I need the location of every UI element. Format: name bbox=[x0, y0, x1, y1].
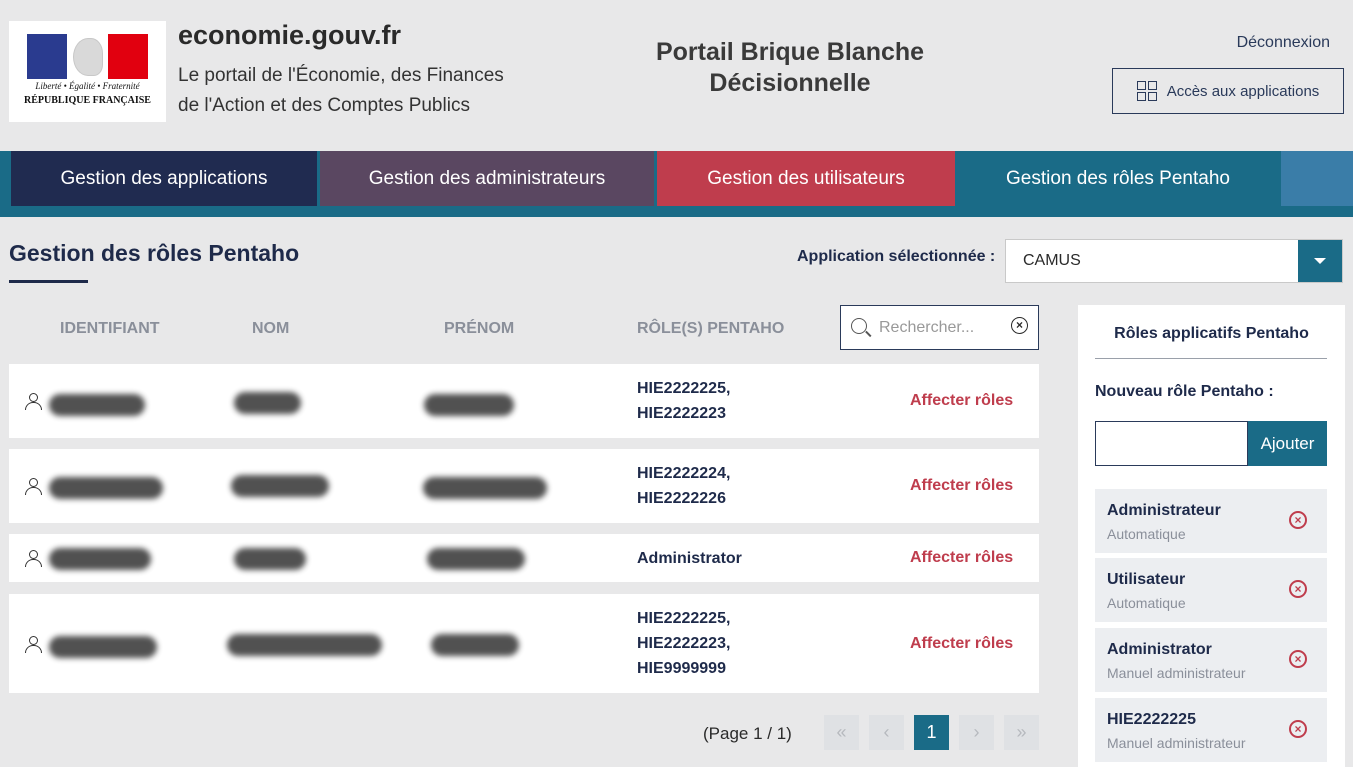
role-type: Automatique bbox=[1107, 526, 1186, 542]
role-line: HIE2222225, bbox=[637, 380, 731, 397]
redacted-nom bbox=[234, 548, 306, 570]
search-icon bbox=[851, 318, 867, 334]
role-line: HIE2222224, bbox=[637, 465, 731, 482]
delete-role-icon[interactable]: × bbox=[1289, 511, 1307, 529]
column-header-roles[interactable]: RÔLE(S) PENTAHO bbox=[637, 320, 785, 337]
delete-role-icon[interactable]: × bbox=[1289, 580, 1307, 598]
redacted-identifiant bbox=[49, 477, 163, 499]
tab-extra[interactable] bbox=[1281, 151, 1353, 206]
redacted-nom bbox=[227, 634, 382, 656]
pagination-info: (Page 1 / 1) bbox=[703, 724, 792, 743]
page-title: Gestion des rôles Pentaho bbox=[9, 240, 300, 266]
redacted-nom bbox=[234, 392, 301, 414]
pentaho-roles-panel bbox=[1078, 305, 1345, 767]
next-page-button[interactable]: › bbox=[959, 715, 994, 750]
redacted-identifiant bbox=[49, 394, 145, 416]
assign-roles-link[interactable]: Affecter rôles bbox=[910, 477, 1014, 494]
site-description-line: de l'Action et des Comptes Publics bbox=[178, 95, 470, 116]
redacted-nom bbox=[231, 475, 329, 497]
first-page-button[interactable]: « bbox=[824, 715, 859, 750]
tab-administrators[interactable]: Gestion des administrateurs bbox=[320, 151, 654, 206]
main-nav bbox=[0, 151, 1353, 217]
assign-roles-link[interactable]: Affecter rôles bbox=[910, 392, 1014, 409]
column-header-prenom[interactable]: PRÉNOM bbox=[444, 320, 515, 337]
marianne-flag-icon bbox=[27, 34, 148, 79]
tab-applications[interactable]: Gestion des applications bbox=[11, 151, 317, 206]
clear-search-icon[interactable]: × bbox=[1011, 317, 1028, 334]
divider bbox=[1095, 358, 1327, 359]
role-card bbox=[1095, 628, 1327, 692]
site-description bbox=[178, 61, 558, 121]
portal-title-line: Portail Brique Blanche bbox=[655, 38, 925, 66]
role-line: Administrator bbox=[637, 550, 742, 567]
redacted-identifiant bbox=[49, 636, 157, 658]
role-name: Administrateur bbox=[1107, 502, 1221, 519]
user-icon bbox=[25, 478, 43, 496]
redacted-prenom bbox=[431, 634, 519, 656]
role-type: Manuel administrateur bbox=[1107, 735, 1246, 751]
table-row bbox=[9, 364, 1039, 438]
app-selector[interactable] bbox=[1005, 239, 1343, 283]
role-line: HIE9999999 bbox=[637, 660, 726, 677]
assign-roles-link[interactable]: Affecter rôles bbox=[910, 549, 1014, 566]
role-card bbox=[1095, 698, 1327, 762]
marianne-logo[interactable] bbox=[9, 21, 166, 122]
user-icon bbox=[25, 636, 43, 654]
logout-link[interactable]: Déconnexion bbox=[1236, 34, 1330, 51]
add-role-button[interactable]: Ajouter bbox=[1248, 421, 1327, 466]
roles-cell bbox=[637, 461, 730, 511]
role-type: Manuel administrateur bbox=[1107, 665, 1246, 681]
role-line: HIE2222223, bbox=[637, 635, 731, 652]
assign-roles-link[interactable]: Affecter rôles bbox=[910, 635, 1014, 652]
logo-motto: Liberté • Égalité • Fraternité bbox=[35, 81, 140, 91]
redacted-prenom bbox=[427, 548, 525, 570]
role-name: Utilisateur bbox=[1107, 571, 1186, 588]
role-card bbox=[1095, 489, 1327, 553]
table-row bbox=[9, 534, 1039, 582]
role-name: HIE2222225 bbox=[1107, 711, 1196, 728]
portal-title bbox=[620, 37, 960, 99]
roles-cell bbox=[637, 606, 730, 681]
roles-cell bbox=[637, 546, 742, 571]
role-card bbox=[1095, 558, 1327, 622]
tab-users[interactable]: Gestion des utilisateurs bbox=[657, 151, 955, 206]
delete-role-icon[interactable]: × bbox=[1289, 650, 1307, 668]
role-type: Automatique bbox=[1107, 595, 1186, 611]
portal-title-line: Décisionnelle bbox=[709, 69, 871, 97]
delete-role-icon[interactable]: × bbox=[1289, 720, 1307, 738]
title-underline bbox=[9, 280, 88, 283]
roles-cell bbox=[637, 376, 730, 426]
user-icon bbox=[25, 550, 43, 568]
role-name: Administrator bbox=[1107, 641, 1212, 658]
chevron-down-icon[interactable] bbox=[1298, 240, 1342, 282]
new-role-label: Nouveau rôle Pentaho : bbox=[1095, 383, 1274, 400]
apps-access-label: Accès aux applications bbox=[1166, 82, 1320, 100]
table-row bbox=[9, 594, 1039, 693]
panel-title: Rôles applicatifs Pentaho bbox=[1114, 325, 1309, 342]
user-icon bbox=[25, 393, 43, 411]
role-line: HIE2222226 bbox=[637, 490, 726, 507]
app-selector-label: Application sélectionnée : bbox=[797, 248, 996, 265]
table-row bbox=[9, 449, 1039, 523]
column-header-identifiant[interactable]: IDENTIFIANT bbox=[60, 320, 160, 337]
redacted-prenom bbox=[423, 477, 547, 499]
redacted-prenom bbox=[424, 394, 514, 416]
logo-republique: RÉPUBLIQUE FRANÇAISE bbox=[24, 95, 151, 106]
role-line: HIE2222223 bbox=[637, 405, 726, 422]
role-line: HIE2222225, bbox=[637, 610, 731, 627]
search-input[interactable] bbox=[879, 316, 1004, 340]
app-selected-value: CAMUS bbox=[1023, 252, 1081, 269]
column-header-nom[interactable]: NOM bbox=[252, 320, 290, 337]
site-name[interactable]: economie.gouv.fr bbox=[178, 20, 402, 50]
prev-page-button[interactable]: ‹ bbox=[869, 715, 904, 750]
search-box bbox=[840, 305, 1039, 350]
header bbox=[0, 0, 1353, 151]
site-description-line: Le portail de l'Économie, des Finances bbox=[178, 65, 504, 86]
redacted-identifiant bbox=[49, 548, 151, 570]
tab-pentaho-roles[interactable]: Gestion des rôles Pentaho bbox=[958, 151, 1278, 206]
grid-icon bbox=[1137, 81, 1157, 101]
new-role-input[interactable] bbox=[1095, 421, 1248, 466]
last-page-button[interactable]: » bbox=[1004, 715, 1039, 750]
apps-access-button[interactable] bbox=[1112, 68, 1344, 114]
page-1-button[interactable]: 1 bbox=[914, 715, 949, 750]
